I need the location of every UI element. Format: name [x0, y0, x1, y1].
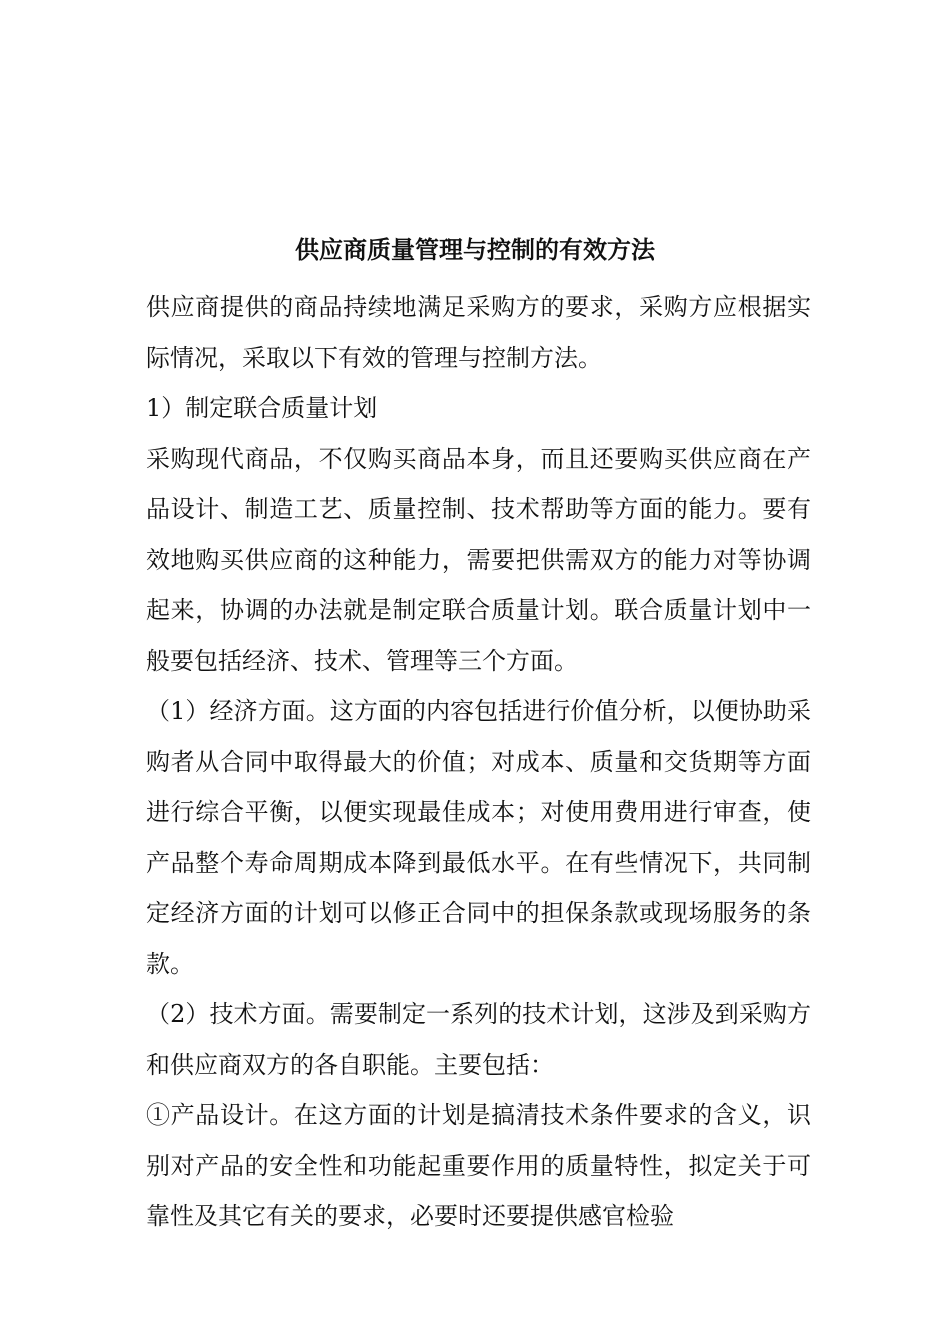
paragraph-technical-aspect: （2）技术方面。需要制定一系列的技术计划，这涉及到采购方和供应商双方的各自职能。主要包括：: [146, 1000, 811, 1079]
paragraph-joint-quality-plan: 采购现代商品，不仅购买商品本身，而且还要购买供应商在产品设计、制造工艺、质量控制、技术帮助等方面的能力。要有效地购买供应商的这种能力，需要把供需双方的能力对等协调起来，协调的办法就是制定联合质量计划。联合质量计划中一般要包括经济、技术、管理等三个方面。: [146, 444, 811, 675]
paragraph-economic-aspect: （1）经济方面。这方面的内容包括进行价值分析，以便协助采购者从合同中取得最大的价值；对成本、质量和交货期等方面进行综合平衡，以便实现最佳成本；对使用费用进行审查，使产品整个寿命周期成本降到最低水平。在有些情况下，共同制定经济方面的计划可以修正合同中的担保条款或现场服务的条款。: [146, 697, 811, 978]
document-body: [146, 282, 811, 1242]
document-title: 供应商质量管理与控制的有效方法: [295, 235, 655, 264]
paragraph-intro: 供应商提供的商品持续地满足采购方的要求，采购方应根据实际情况，采取以下有效的管理与控制方法。: [146, 293, 811, 372]
section-heading: 1）制定联合质量计划: [146, 394, 378, 422]
paragraph-product-design: ①产品设计。在这方面的计划是搞清技术条件要求的含义，识别对产品的安全性和功能起重要作用的质量特性，拟定关于可靠性及其它有关的要求，必要时还要提供感官检验: [146, 1101, 811, 1230]
